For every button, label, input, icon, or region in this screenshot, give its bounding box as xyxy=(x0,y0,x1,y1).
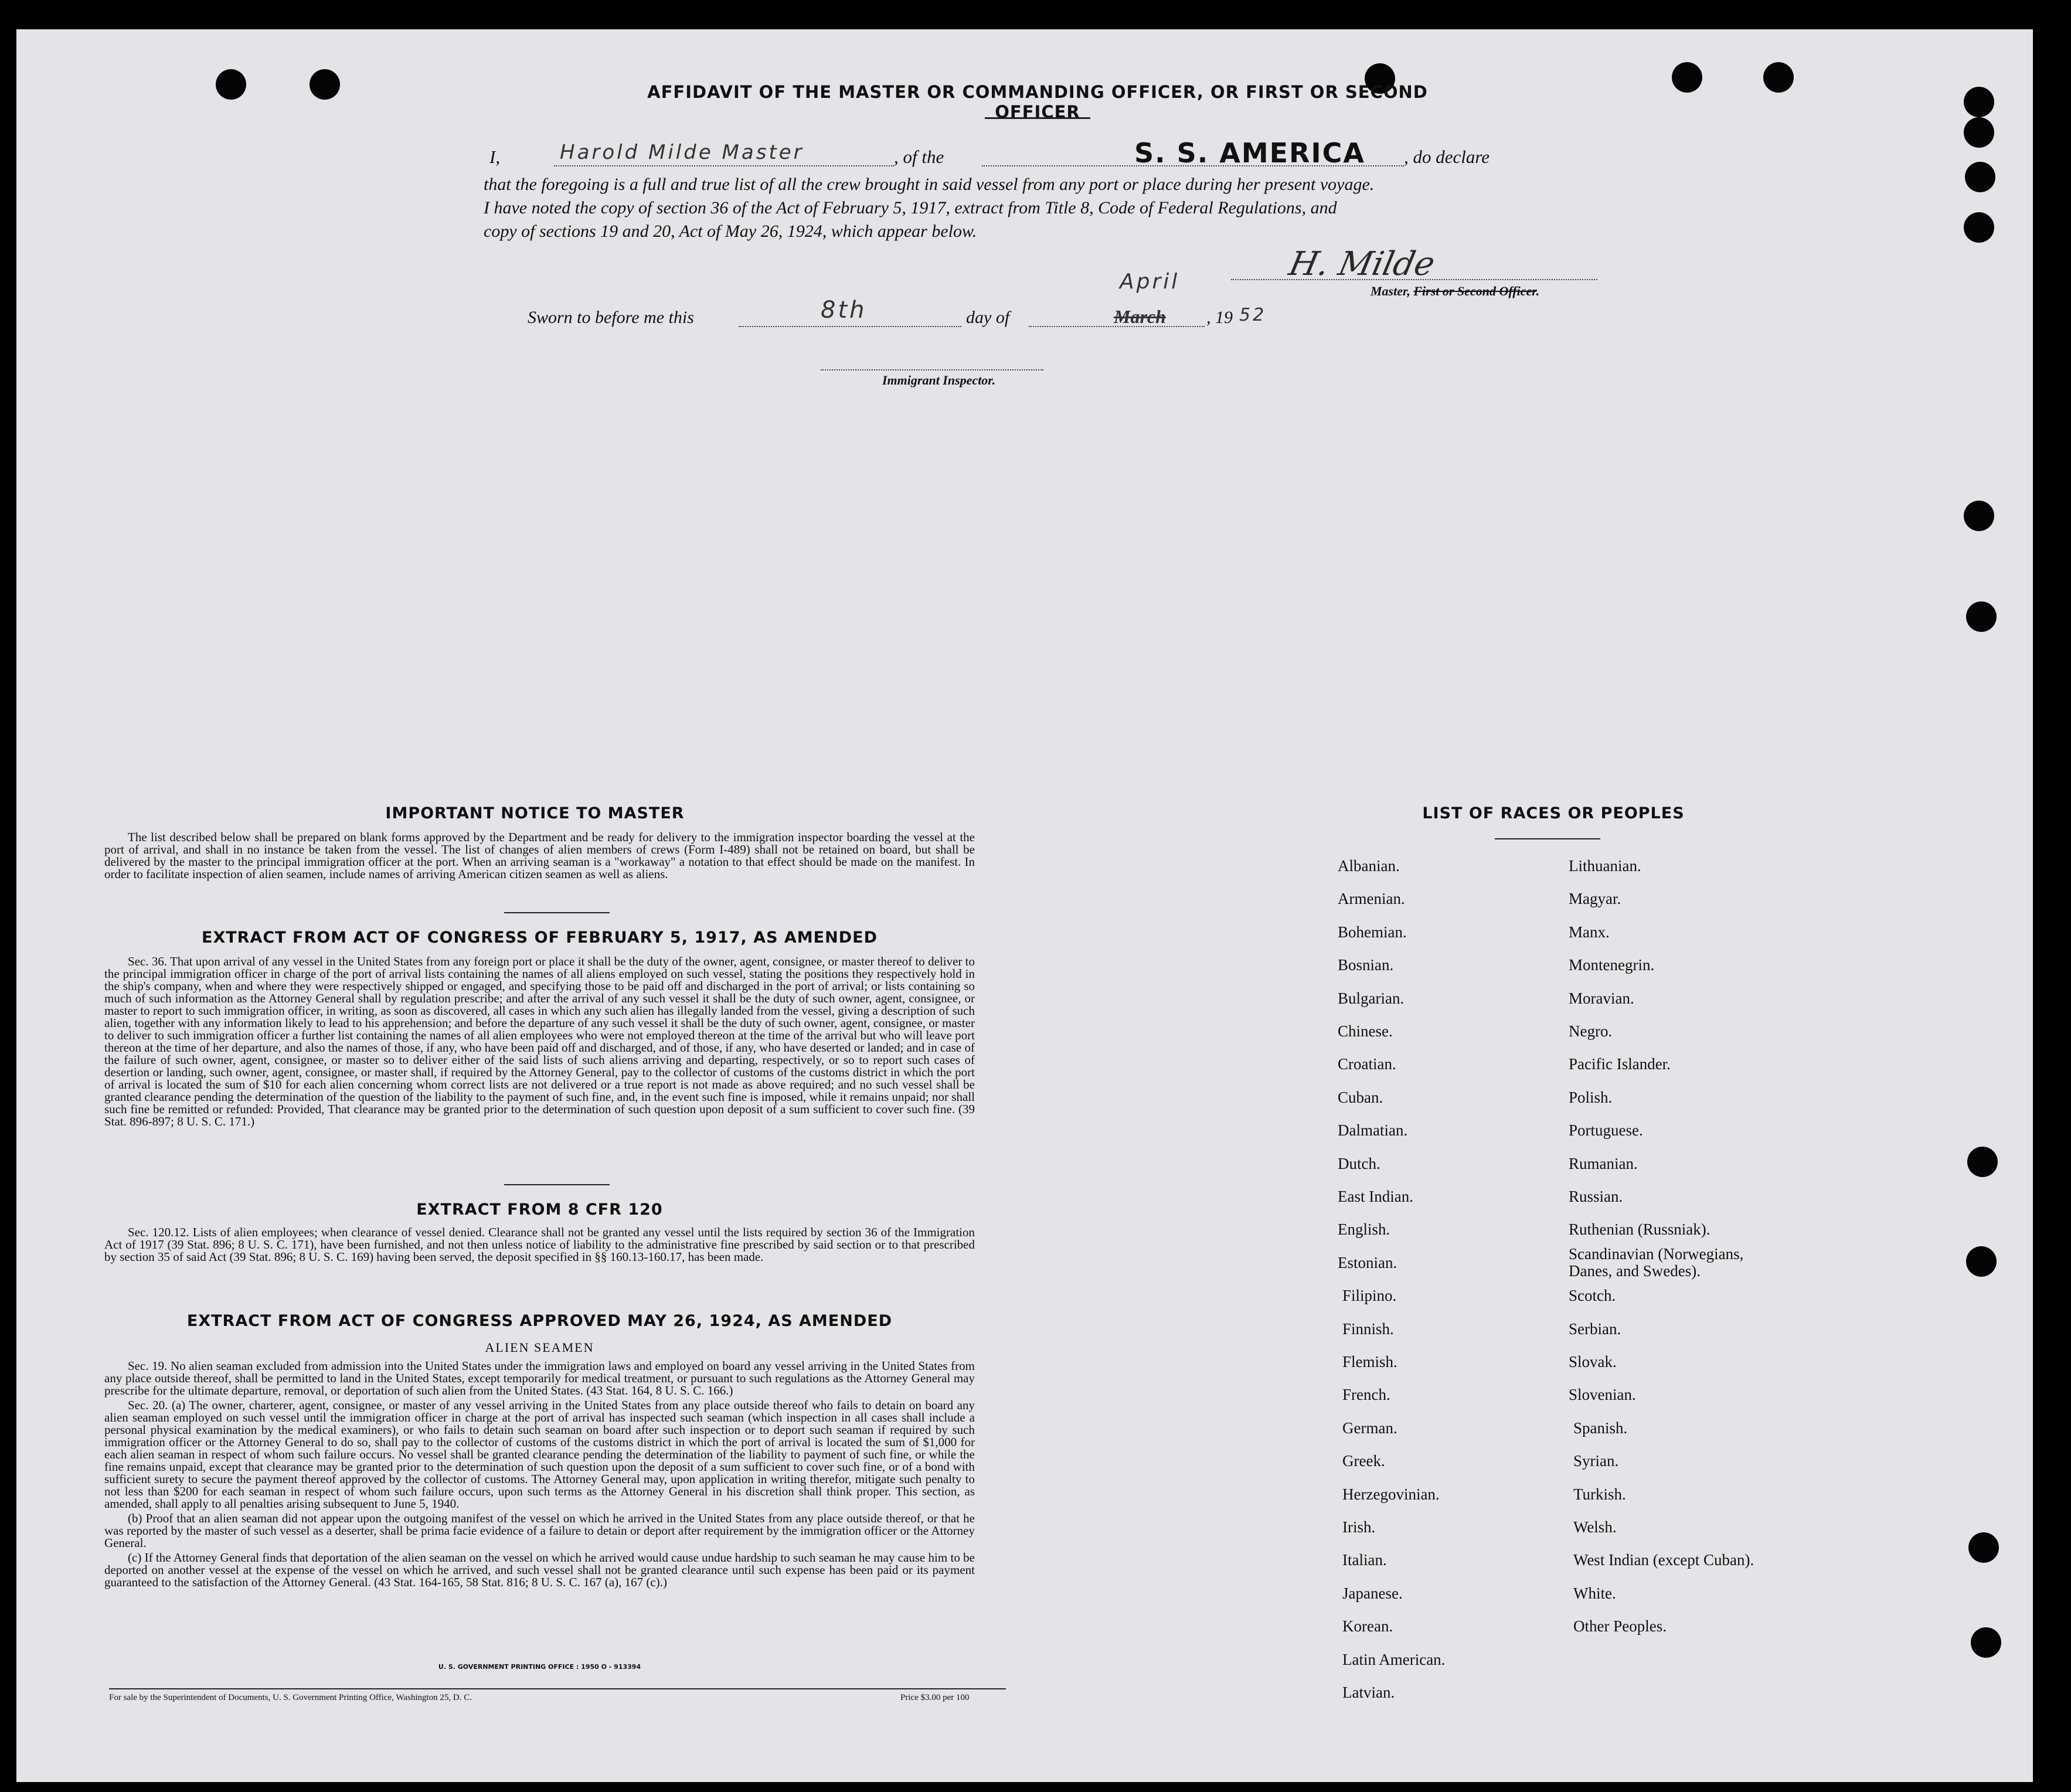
race-item: Slovak. xyxy=(1569,1353,1617,1371)
race-item: Portuguese. xyxy=(1569,1121,1643,1140)
extract1917-text xyxy=(104,955,975,1130)
race-item: Negro. xyxy=(1569,1022,1613,1040)
sworn-label: Sworn to before me this xyxy=(528,308,694,327)
extract-cfr-text xyxy=(104,1226,975,1266)
races-title: LIST OF RACES OR PEOPLES xyxy=(1422,804,1685,822)
sworn-line xyxy=(528,258,1407,334)
day-line xyxy=(739,326,961,327)
race-item: Irish. xyxy=(1342,1518,1376,1536)
declare-label: , do declare xyxy=(1404,147,1490,167)
punch-hole xyxy=(1763,62,1794,93)
divider xyxy=(1495,838,1600,839)
signature-title-struck: First or Second Officer xyxy=(1413,284,1536,298)
extract1924-subtitle: ALIEN SEAMEN xyxy=(485,1340,594,1355)
race-item: Ruthenian (Russniak). xyxy=(1569,1220,1710,1239)
sec120-paragraph: Sec. 120.12. Lists of alien employees; when clearance of vessel denied. Clearance shall not be granted any vessel until the lists required by section 36 of the Immigration Act of 1917 (39 Stat. 896; 8 U. S. C. 171), have been furnished, and not then unless notice of liability to the administrative fine prescribed by said section or to that prescribed by section 35 of said Act (39 Stat. 896; 8 U. S. C. 169) having been served, the deposit specified in §§ 160.13-160.17, has been made. xyxy=(104,1225,975,1264)
race-item: Latin American. xyxy=(1342,1650,1446,1668)
sworn-month-struck: March xyxy=(1114,306,1166,327)
punch-hole xyxy=(1964,501,1994,531)
race-item: Welsh. xyxy=(1573,1518,1617,1536)
signature-title-end: . xyxy=(1536,284,1540,298)
race-item: Italian. xyxy=(1342,1551,1387,1569)
sec19-paragraph: Sec. 19. No alien seaman excluded from admission into the United States under the immigration laws and employed on board any vessel arriving in the United States from any place outside thereof, shall be permitted to land in the United States, except temporarily for medical treatment, or pursuant to such regulations as the Attorney General may prescribe for the ultimate departure, removal, or deportation of such alien from the United States. (43 Stat. 164, 8 U. S. C. 166.) xyxy=(104,1359,975,1397)
race-item: Lithuanian. xyxy=(1569,857,1641,875)
punch-hole xyxy=(1968,1532,1999,1563)
race-item: English. xyxy=(1338,1220,1390,1239)
race-item: Bohemian. xyxy=(1338,923,1407,941)
race-item: Moravian. xyxy=(1569,989,1634,1007)
punch-hole xyxy=(1966,601,1997,632)
race-item: Slovenian. xyxy=(1569,1386,1636,1404)
punch-hole xyxy=(1966,1246,1997,1277)
race-item: Croatian. xyxy=(1338,1055,1396,1073)
affidavit-line1 xyxy=(489,137,1603,170)
race-item: Japanese. xyxy=(1342,1584,1403,1602)
signature-title-master: Master, xyxy=(1371,284,1414,298)
race-item: Greek. xyxy=(1342,1452,1385,1470)
race-item: Filipino. xyxy=(1342,1287,1397,1305)
race-item: Polish. xyxy=(1569,1088,1613,1106)
inspector-label: Immigrant Inspector. xyxy=(882,373,996,387)
footer-rule xyxy=(109,1688,1006,1689)
race-item: Dalmatian. xyxy=(1338,1121,1408,1140)
punch-hole xyxy=(1964,212,1994,243)
punch-hole xyxy=(216,69,246,100)
race-item: Rumanian. xyxy=(1569,1154,1638,1172)
race-item: Herzegovinian. xyxy=(1342,1485,1440,1503)
master-signature: H. Milde xyxy=(1286,245,1439,283)
vessel-name: S. S. AMERICA xyxy=(1134,137,1365,169)
race-item: Scotch. xyxy=(1569,1287,1616,1305)
extract1924-title: EXTRACT FROM ACT OF CONGRESS APPROVED MAY 26, 1924, AS AMENDED xyxy=(186,1312,893,1330)
race-item: Flemish. xyxy=(1342,1353,1397,1371)
master-name: Harold Milde Master xyxy=(560,141,804,164)
sec20a-paragraph: Sec. 20. (a) The owner, charterer, agent, consignee, or master of any vessel arriving in the United States from any place outside thereof who fails to detain on board any alien seaman employed on such vessel until the immigration officer in charge at the port of arrival has inspected such seaman (which inspection in all cases shall include a personal physical examination by the medical examiners), or who fails to detain such seaman on board after such inspection or to deport such seaman if required by such immigration officer or the Attorney General to do so, shall pay to the collector of customs of the customs district in which the port of arrival is located the sum of $1,000 for each alien seaman in respect of whom such failure occurs. No vessel shall be granted clearance pending the determination of the liability to payment of such fine, or while the fine remains unpaid, except that clearance may be granted prior to the determination of such question upon the deposit of a sum sufficient to cover such fine, or of a bond with sufficient surety to secure the payment thereof approved by the collector of customs. The Attorney General may, upon application in writing therefor, mitigate such penalty to not less than $200 for each seaman in respect of whom such failure occurs, upon such terms as the Attorney General in his discretion shall think proper. This section, as amended, shall apply to all penalties arising subsequent to June 5, 1940. xyxy=(104,1398,975,1511)
race-item: White. xyxy=(1573,1584,1616,1602)
race-item: Dutch. xyxy=(1338,1154,1380,1172)
punch-hole xyxy=(1964,117,1994,148)
punch-hole xyxy=(1672,62,1702,93)
punch-hole xyxy=(1967,1147,1998,1177)
sec20c-paragraph: (c) If the Attorney General finds that deportation of the alien seaman on the vessel on which he arrived would cause undue hardship to such seaman he may cause him to be deported on another vessel at the expense of the vessel on which he arrived, and such vessel shall not be granted clearance until such expense has been paid or its payment guaranteed to the satisfaction of the Attorney General. (43 Stat. 164-165, 58 Stat. 816; 8 U. S. C. 167 (a), 167 (c).) xyxy=(104,1550,975,1589)
race-item: Estonian. xyxy=(1338,1253,1397,1271)
sworn-day: 8th xyxy=(821,297,867,324)
extract-cfr-title: EXTRACT FROM 8 CFR 120 xyxy=(416,1201,663,1219)
notice-title: IMPORTANT NOTICE TO MASTER xyxy=(385,804,685,822)
race-item: Cuban. xyxy=(1338,1088,1383,1106)
divider xyxy=(985,117,1090,119)
race-item: Manx. xyxy=(1569,923,1610,941)
footer-right: Price $3.00 per 100 xyxy=(900,1693,970,1702)
gpo-line: U. S. GOVERNMENT PRINTING OFFICE : 1950 O - 913394 xyxy=(438,1663,641,1671)
sworn-month: April xyxy=(1120,270,1180,294)
month-line xyxy=(1029,326,1205,327)
punch-hole xyxy=(1971,1627,2001,1658)
race-item: Chinese. xyxy=(1338,1022,1393,1040)
statement-line3: copy of sections 19 and 20, Act of May 26, 1924, which appear below. xyxy=(484,222,977,241)
notice-paragraph: The list described below shall be prepared on blank forms approved by the Department and be ready for delivery to the immigration inspector boarding the vessel at the port of arrival, and shall in no instance be taken from the vessel. The list of changes of alien members of crews (Form I-489) shall not be retained on board, but shall be delivered by the master to the principal immigration officer at the port. When an arriving seaman is a "workaway" a notation to that effect should be made on the manifest. In order to facilitate inspection of alien seamen, include names of arriving American citizen seamen as well as aliens. xyxy=(104,830,975,881)
statement-line2: I have noted the copy of section 36 of the Act of February 5, 1917, extract from Title 8, Code of Federal Regulations, and xyxy=(484,198,1337,217)
of-the-label: , of the xyxy=(894,147,944,167)
notice-text xyxy=(104,831,975,883)
race-item: Latvian. xyxy=(1342,1684,1395,1701)
race-item: Bulgarian. xyxy=(1338,989,1405,1007)
race-item: Spanish. xyxy=(1573,1419,1628,1437)
sworn-year: 52 xyxy=(1239,305,1267,325)
extract1924-text xyxy=(104,1360,975,1591)
punch-hole xyxy=(1965,162,1995,192)
statement-line1: that the foregoing is a full and true list of all the crew brought in said vessel from any port or place during her present voyage. xyxy=(484,175,1375,194)
race-item: Montenegrin. xyxy=(1569,956,1655,974)
affidavit-title: AFFIDAVIT OF THE MASTER OR COMMANDING OFFICER, OR FIRST OR SECOND OFFICER xyxy=(647,82,1428,122)
day-of-label: day of xyxy=(966,308,1010,327)
race-item: German. xyxy=(1342,1419,1397,1437)
race-item: Other Peoples. xyxy=(1573,1617,1667,1635)
race-item: Finnish. xyxy=(1342,1320,1394,1338)
race-item: Pacific Islander. xyxy=(1569,1055,1671,1073)
race-item: Bosnian. xyxy=(1338,956,1394,974)
sec36-paragraph: Sec. 36. That upon arrival of any vessel in the United States from any foreign port or place it shall be the duty of the owner, agent, consignee, or master thereof to deliver to the principal immigration officer in charge of the port of arrival lists containing the names of all aliens employed on such vessel, stating the positions they respectively hold in the ship's company, when and where they were respectively shipped or engaged, and specifying those to be paid off and discharged in the port of arrival; or lists containing so much of such information as the Attorney General shall by regulation prescribe; and after the arrival of any such vessel it shall be the duty of such owner, agent, consignee, or master to report to such immigration officer, in writing, as soon as discovered, all cases in which any such alien has illegally landed from the vessel, giving a description of such alien, together with any information likely to lead to his apprehension; and before the departure of any such vessel it shall be the duty of such owner, agent, consignee, or master to deliver to such immigration officer a further list containing the names of all alien employees who were not employed thereon at the time of the arrival but who will leave port thereon at the time of her departure, and also the names of those, if any, who have been paid off and discharged, and of those, if any, who have deserted or landed; and in case of the failure of such owner, agent, consignee, or master so to deliver either of the said lists of such aliens arriving and departing, respectively, or so to report such cases of desertion or landing, such owner, agent, consignee, or master shall, if required by the Attorney General, pay to the collector of customs of the customs district in which the port of arrival is located the sum of $10 for each alien concerning whom correct lists are not delivered or a true report is not made as above required; and no such vessel shall be granted clearance pending the determination of the question of the liability to the payment of such fine, and, in the event such fine is imposed, while it remains unpaid; nor shall such fine be remitted or refunded: Provided, That clearance may be granted prior to the determination of such question upon deposit of a sum sufficient to cover such fine. (39 Stat. 896-897; 8 U. S. C. 171.) xyxy=(104,954,975,1128)
race-item: Russian. xyxy=(1569,1188,1623,1205)
year-prefix: , 19 xyxy=(1206,308,1233,327)
punch-hole xyxy=(1964,87,1994,117)
inspector-line xyxy=(821,369,1043,370)
divider xyxy=(504,1184,610,1185)
race-item: East Indian. xyxy=(1338,1188,1413,1205)
extract1917-title: EXTRACT FROM ACT OF CONGRESS OF FEBRUARY 5, 1917, AS AMENDED xyxy=(202,929,878,947)
vessel-line xyxy=(982,165,1404,166)
footer-left: For sale by the Superintendent of Documents, U. S. Government Printing Office, Washington 25, D. C. xyxy=(109,1693,472,1702)
divider xyxy=(504,912,610,913)
race-item: Albanian. xyxy=(1338,857,1400,875)
i-label: I, xyxy=(489,147,501,167)
race-item: Armenian. xyxy=(1338,890,1405,908)
sec20b-paragraph: (b) Proof that an alien seaman did not appear upon the outgoing manifest of the vessel on which he arrived in the United States from any place outside thereof, or that he was reported by the master of such vessel as a deserter, shall be prima facie evidence of a failure to detain or deport after requirement by the immigration officer or the Attorney General. xyxy=(104,1511,975,1550)
race-item: West Indian (except Cuban). xyxy=(1573,1551,1754,1569)
race-item: Serbian. xyxy=(1569,1320,1621,1338)
punch-hole xyxy=(310,69,340,100)
race-item: Syrian. xyxy=(1573,1452,1619,1470)
race-item: Magyar. xyxy=(1569,890,1621,908)
race-item: French. xyxy=(1342,1386,1390,1404)
race-item: Korean. xyxy=(1342,1617,1393,1635)
name-line xyxy=(554,165,894,166)
race-item: Scandinavian (Norwegians, Danes, and Swedes). xyxy=(1569,1244,1744,1280)
race-item: Turkish. xyxy=(1573,1485,1626,1503)
